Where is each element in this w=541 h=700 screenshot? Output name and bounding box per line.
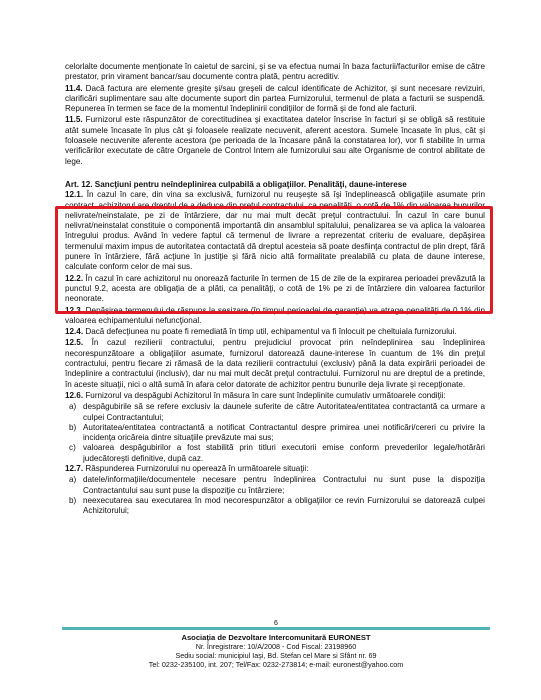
list-marker: b)	[69, 422, 77, 432]
article-12-title: Art. 12. Sancţiuni pentru neîndeplinirea culpabilă a obligaţiilor. Penalităţi, daune-interese	[65, 179, 407, 189]
list-marker: b)	[69, 495, 77, 505]
list-item	[65, 443, 485, 464]
list-text: valoarea despăgubirilor a fost stabilită prin titluri executorii emise conform prevederilor legale/hotărâri judecătoreşti definitive, după caz.	[83, 443, 485, 463]
highlight-box	[55, 206, 493, 314]
page-footer	[62, 619, 490, 669]
list-12-7	[65, 475, 485, 516]
list-text: Autoritatea/entitatea contractantă a notificat Contractantul despre primirea unei notificări/cereri cu privire la incidenţa oricăreia dintre situaţiile prevăzute mai sus;	[83, 422, 485, 443]
paragraph-12-7	[65, 464, 485, 474]
footer-address: Sediu social: municipiul Iaşi, Bd. Stefan cel Mare si Sfânt nr. 69	[175, 651, 377, 660]
paragraph-12-4	[65, 327, 485, 337]
list-text: datele/informaţiile/documentele necesare pentru îndeplinirea Contractului nu sunt puse la dispoziţia Contractantului sau sunt puse la dispoziţie cu întârziere;	[83, 475, 485, 495]
paragraph-12-5	[65, 338, 485, 389]
footer-organization: Asociaţia de Dezvoltare Intercomunitară EURONEST	[181, 633, 371, 642]
paragraph-text: celorlalte documente menţionate în caietul de sarcini, şi se va efectua numai în baza facturii/facturilor emise de către prestator, prin virament bancar/sau documente contra plată, pentru acreditiv.	[65, 62, 485, 82]
paragraph-text: În cazul în care achizitorul nu onorează facturile în termen de 15 de zile de la expirarea perioadei prevăzută la punctul 9.2, acesta are obligaţia de a plăti, ca penalităţi, o cotă de 1% pe zi de întârziere din valoarea facturilor neonorate.	[65, 273, 485, 304]
paragraph-text: Răspunderea Furnizorului nu operează în următoarele situaţii:	[83, 463, 309, 473]
paragraph-text: Dacă factura are elemente greşite şi/sau greşeli de calcul identificate de Achizitor, şi sunt necesare revizuiri, clarificări suplimentare sau alte documente suport din partea Furnizorului, termenul de plata a facturii se suspendă. Repunerea în termen se face de la momentul îndeplinirii condiţiilor de formă şi de fond ale facturii.	[65, 83, 485, 114]
spacer	[65, 168, 485, 180]
paragraph-text: Depăşirea termenului de răspuns la sesizare (în timpul perioadei de garanţie) va atrage penalităţi de 0,1% din valoarea echipamentului nefuncţional.	[65, 305, 485, 325]
footer-registration: Nr. Înregistrare: 10/A/2008 - Cod Fiscal: 23198960	[195, 642, 357, 651]
clause-number: 11.5.	[65, 115, 83, 125]
paragraph-12-6	[65, 391, 485, 401]
clause-number: 12.3.	[65, 305, 84, 315]
clause-number: 12.1.	[65, 190, 84, 200]
footer-contact: Tel: 0232-235100, int. 207; Tel/Fax: 0232-273814; e-mail: euronest@yahoo.com	[148, 660, 404, 669]
list-12-6	[65, 402, 485, 464]
list-item	[65, 423, 485, 444]
paragraph-text: Furnizorul va despăgubi Achizitorul în măsura în care sunt îndeplinite cumulativ următoarele condiţii:	[83, 390, 446, 400]
list-text: despăgubirile să se refere exclusiv la daunele suferite de către Autoritatea/entitatea contractantă ca urmare a culpei Contractantului;	[83, 402, 485, 422]
list-item	[65, 402, 485, 423]
paragraph-text: În cazul rezilierii contractului, pentru prejudiciul provocat prin neîndeplinirea sau îndeplinirea necorespunzătoare a obligaţiilor asumate, furnizorul datorează daune-interese în cuantum de 1% din preţul contractului, pentru fiecare zi rămasă de la data rezilierii contractului (exclusiv) până la data expirării perioadei de îndeplinire a contractului (inclusiv), dar nu mai mult decât preţul contractului. Furnizorul nu are dreptul de a pretinde, în aceste situaţii, nici o altă sumă în afara celor datorate de achizitor pentru bunurile deja livrate şi recepţionate.	[65, 338, 485, 389]
page-number: 6	[274, 620, 278, 627]
list-item	[65, 475, 485, 496]
clause-number: 12.6.	[65, 390, 84, 400]
list-marker: a)	[69, 475, 77, 485]
clause-number: 12.5.	[65, 338, 84, 348]
clause-number: 12.2.	[65, 273, 84, 283]
clause-number: 12.7.	[65, 463, 84, 473]
list-marker: a)	[69, 402, 77, 412]
clause-number: 12.4.	[65, 327, 84, 337]
paragraph-text: Furnizorul este răspunzător de corectitudinea şi exactitatea datelor înscrise în facturi şi se obligă să restituie atât sumele încasate în plus cât şi foloasele realizate necuvenit, aferent acestora. Sumele încasate în plus, cât şi foloasele necuvenite aferente acestora (pe perioada de la încasare până la constatarea lor), vor fi stabilite în urma verificărilor executate de către Organele de Control Intern ale furnizorului sau alte Organisme de control abilitate de lege.	[65, 115, 485, 166]
paragraph-11-5	[65, 115, 485, 166]
list-text: neexecutarea sau executarea în mod necorespunzător a obligaţiilor ce revin Furnizorului se datorează culpei Achizitorului;	[83, 495, 485, 516]
list-item	[65, 496, 485, 517]
paragraph-11-4	[65, 84, 485, 115]
paragraph-11-3-continued	[65, 62, 485, 83]
list-marker: c)	[69, 443, 76, 453]
clause-number: 11.4.	[65, 83, 83, 93]
paragraph-text: Dacă defecţiunea nu poate fi remediată în timp util, echipamentul va fi înlocuit pe cheltuiala furnizorului.	[83, 327, 457, 337]
paragraph-text: În cazul în care, din vina sa exclusivă, furnizorul nu reuşeşte să îşi îndeplinească obligaţiile asumate prin contract, achizitorul are dreptul de a deduce din preţul contractului, ca penalităţi, o cotă de 1% din valoarea bunurilor nelivrate/neinstalate, pe zi de întârziere, dar nu mai mult decât preţul contractului. În cazul în care bunul nelivrat/neinstalat constituie o componentă importantă din ansamblul spitalului, penalizarea se va aplica la valoarea întregului produs. Având în vedere faptul că termenul de livrare a reprezentat criteriu de evaluare, depăşirea termenului maxim impus de autoritatea contactată dă dreptul acesteia să poate desfiinţa contractul de plin drept, fără punere în întârziere, fără acţiune în justiţie şi fără nicio altă formalitate prealabilă cu plata de daune interese, calculate conform celor de mai sus.	[65, 190, 485, 272]
